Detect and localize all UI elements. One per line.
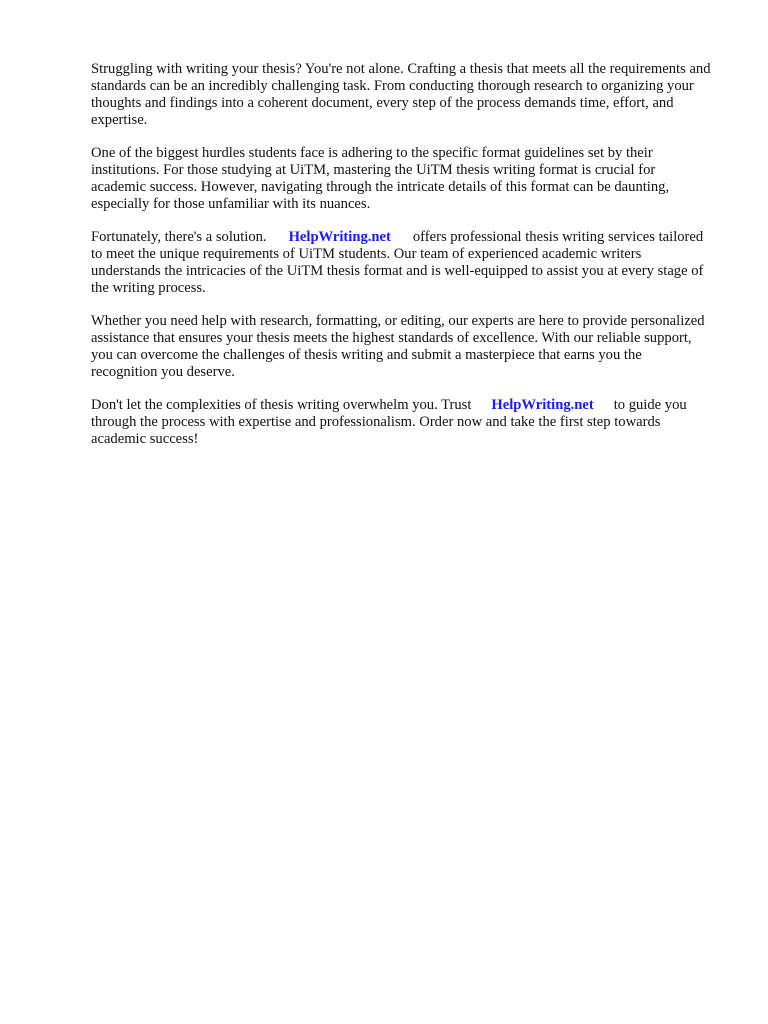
paragraph-assistance: Whether you need help with research, formatting, or editing, our experts are here to provide personalized assistance that ensures your thesis meets the highest standards of excellence. With our reliable support, you can overcome the challenges of thesis writing and submit a masterpiece that earns you the recognition you deserve.: [91, 313, 705, 380]
paragraph-cta-lead: Don't let the complexities of thesis writing overwhelm you. Trust: [91, 397, 472, 413]
paragraph-intro: Struggling with writing your thesis? You're not alone. Crafting a thesis that meets all the requirements and standards can be an incredibly challenging task. From conducting thorough research to organizing your thoughts and findings into a coherent document, every step of the process demands time, effort, and expertise.: [91, 61, 711, 128]
paragraph-solution-lead: Fortunately, there's a solution.: [91, 229, 267, 245]
paragraph-solution-rest: offers professional thesis writing services tailored to meet the unique requirements of UiTM students. Our team of experienced academic writers understands the intricacies of the UiTM thesis format and is well-equipped to assist you at every stage of the writing process.: [91, 229, 704, 296]
helpwriting-link[interactable]: HelpWriting.net: [288, 229, 391, 245]
helpwriting-link-cta[interactable]: HelpWriting.net: [491, 397, 594, 413]
paragraph-cta-rest: to guide you through the process with expertise and professionalism. Order now and take the first step towards academic success!: [91, 397, 687, 447]
paragraph-solution: [91, 229, 711, 297]
paragraph-call-to-action: [91, 397, 711, 448]
paragraph-format-hurdles: One of the biggest hurdles students face is adhering to the specific format guidelines set by their institutions. For those studying at UiTM, mastering the UiTM thesis writing format is crucial for academic success. However, navigating through the intricate details of this format can be daunting, especially for those unfamiliar with its nuances.: [91, 145, 670, 212]
document-page: [91, 61, 711, 464]
